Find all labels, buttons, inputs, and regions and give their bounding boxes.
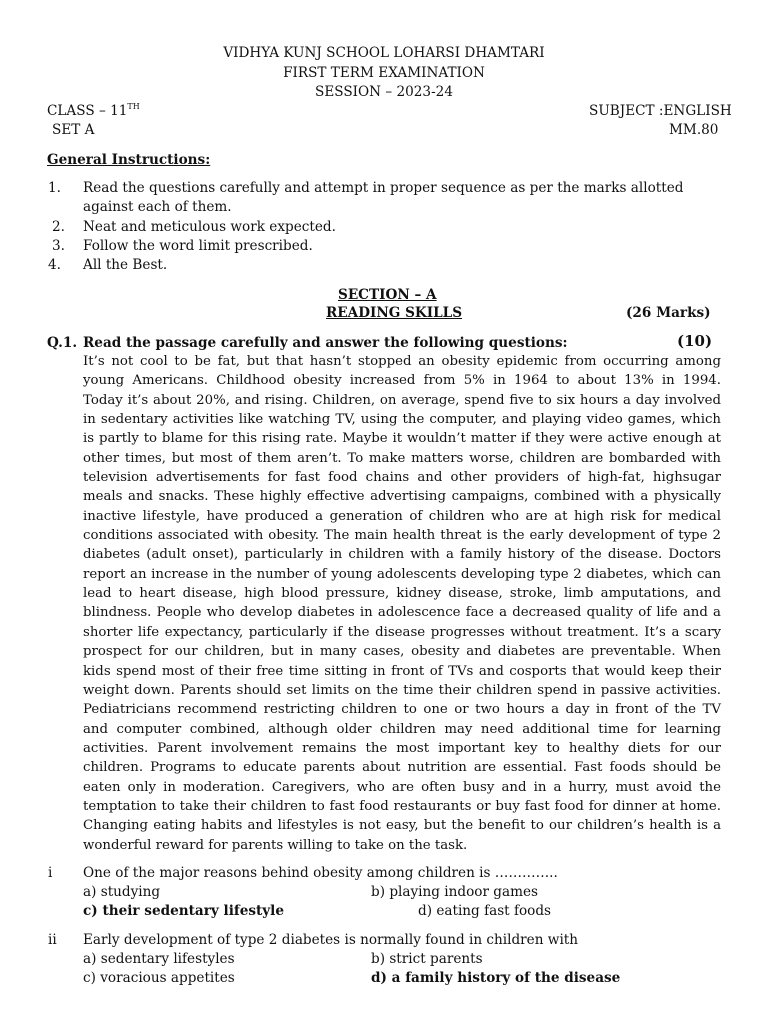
sub-question-text: One of the major reasons behind obesity among children is ………….. <box>83 865 558 881</box>
class-label: CLASS – 11 <box>47 103 128 119</box>
passage-line: prospect for our children, but in many cases, obesity and diabetes are preventable. When <box>83 644 721 660</box>
section-subtitle: READING SKILLS <box>326 305 463 321</box>
instruction-number: 4. <box>48 257 61 273</box>
passage-line: Changing eating habits and lifestyles is not easy, but the benefit to our children’s health is a <box>83 818 721 834</box>
instruction-text: against each of them. <box>83 199 232 215</box>
option-b: b) strict parents <box>371 951 483 967</box>
passage-line: meals and snacks. These highly effective advertising campaigns, combined with a physically <box>83 489 721 505</box>
passage-line: blindness. People who develop diabetes in adolescence face a decreased quality of life and a <box>83 605 721 621</box>
passage-line: conditions associated with obesity. The main health threat is the early development of type 2 <box>83 528 721 544</box>
passage-line: weight down. Parents should set limits on the time their children spend in passive activities. <box>83 682 721 698</box>
instruction-text: Read the questions carefully and attempt in proper sequence as per the marks allotted <box>83 180 684 196</box>
sub-question-text: Early development of type 2 diabetes is normally found in children with <box>83 932 579 948</box>
passage-line: kids spend most of their free time sitting in front of TVs and cosports that would keep their <box>83 663 721 679</box>
passage-line: It’s not cool to be fat, but that hasn’t stopped an obesity epidemic from occurring among <box>83 354 721 369</box>
instruction-number: 3. <box>52 238 65 254</box>
passage-line: in sedentary activities like watching TV, using the computer, and playing video games, which <box>83 412 721 428</box>
question-prompt: Read the passage carefully and answer the following questions: <box>83 335 568 351</box>
option-c: c) voracious appetites <box>83 970 235 986</box>
passage-line: eaten only in moderation. Caregivers, who are often busy and in a hurry, must avoid the <box>83 779 721 795</box>
instruction-number: 1. <box>48 180 61 196</box>
passage-line: diabetes (adult onset), particularly in children with a family history of the disease. Doctors <box>83 547 721 563</box>
passage-line: temptation to take their children to fast food restaurants or buy fast food for dinner at home. <box>83 798 721 814</box>
instruction-number: 2. <box>52 219 65 235</box>
passage-line: inactive lifestyle, have produced a generation of children who are at high risk for medical <box>83 508 721 524</box>
instruction-text: Neat and meticulous work expected. <box>83 219 336 235</box>
passage-line: and computer combined, although older children may need additional time for learning <box>83 721 721 737</box>
max-marks: MM.80 <box>669 122 719 138</box>
passage-line: activities. Parent involvement remains the most important key to healthy diets for our <box>83 740 721 756</box>
sub-question-number: ii <box>48 932 57 948</box>
instruction-text: All the Best. <box>83 257 168 273</box>
passage-line: wonderful reward for parents willing to take on the task. <box>83 837 468 853</box>
school-name: VIDHYA KUNJ SCHOOL LOHARSI DHAMTARI <box>223 45 545 61</box>
subject-label: SUBJECT :ENGLISH <box>589 103 732 119</box>
passage-line: television advertisements for fast food chains and other providers of high-fat, highsugar <box>83 470 721 486</box>
question-number: Q.1. <box>47 335 78 351</box>
set-label: SET A <box>52 122 95 138</box>
passage-line: lead to heart disease, high blood pressure, kidney disease, stroke, limb amputations, and <box>83 586 721 602</box>
section-title: SECTION – A <box>338 287 437 303</box>
option-d-answer: d) a family history of the disease <box>371 970 621 986</box>
option-d: d) eating fast foods <box>418 903 552 919</box>
passage-line: report an increase in the number of young adolescents developing type 2 diabetes, which can <box>83 566 721 582</box>
passage-line: children. Programs to educate parents about nutrition are essential. Fast foods should be <box>83 760 721 776</box>
passage-line: is partly to blame for this rising rate. Maybe it wouldn’t matter if they were active enough at <box>83 431 721 447</box>
exam-title: FIRST TERM EXAMINATION <box>283 65 485 81</box>
reading-passage <box>83 352 721 855</box>
option-a: a) sedentary lifestyles <box>83 951 235 967</box>
sub-question-number: i <box>48 865 53 881</box>
question-marks: (10) <box>677 332 713 350</box>
section-marks: (26 Marks) <box>626 305 711 321</box>
passage-line: young Americans. Childhood obesity increased from 5% in 1964 to about 13% in 1994. <box>83 373 721 389</box>
passage-line: other times, but most of them aren’t. To make matters worse, children are bombarded with <box>83 450 721 466</box>
class-superscript: TH <box>127 102 140 111</box>
option-a: a) studying <box>83 884 161 900</box>
passage-line: shorter life expectancy, particularly if the disease progresses without treatment. It’s a scary <box>83 624 721 640</box>
session-line: SESSION – 2023-24 <box>315 84 453 100</box>
instructions-heading: General Instructions: <box>47 152 211 168</box>
class-line <box>47 102 140 121</box>
option-c-answer: c) their sedentary lifestyle <box>83 903 284 919</box>
passage-line: Today it’s about 20%, and rising. Children, on average, spend five to six hours a day involved <box>83 392 721 408</box>
passage-line: Pediatricians recommend restricting children to one or two hours a day in front of the TV <box>83 702 721 718</box>
option-b: b) playing indoor games <box>371 884 538 900</box>
instruction-text: Follow the word limit prescribed. <box>83 238 313 254</box>
